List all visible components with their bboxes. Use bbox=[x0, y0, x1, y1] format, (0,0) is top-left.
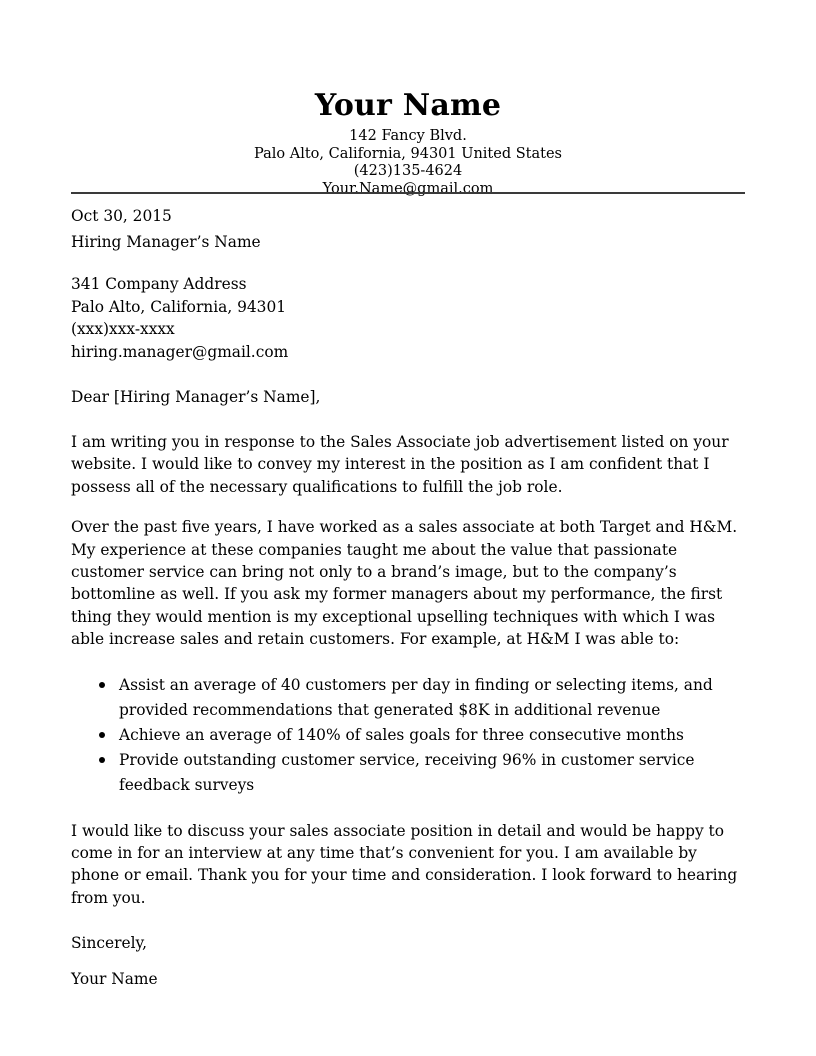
spacer bbox=[71, 409, 747, 431]
spacer bbox=[71, 255, 747, 273]
recipient-phone: (xxx)xxx-xxxx bbox=[71, 320, 175, 338]
applicant-name: Your Name bbox=[314, 88, 502, 123]
achievements-list bbox=[71, 673, 747, 798]
letterhead-email: Your.Name@gmail.com bbox=[322, 180, 494, 197]
recipient-street: 341 Company Address bbox=[71, 275, 247, 293]
spacer bbox=[71, 909, 747, 931]
letter-body bbox=[71, 203, 747, 992]
list-item-text: Achieve an average of 140% of sales goals for three consecutive months bbox=[119, 725, 684, 744]
list-item bbox=[71, 748, 747, 798]
letter-date: Oct 30, 2015 bbox=[71, 207, 172, 225]
list-item bbox=[71, 673, 747, 723]
body-paragraph-2: Over the past five years, I have worked as a sales associate at both Target and H&M. My experience at these companies taught me about the value that passionate customer service can bring not only to a brand’s image, but to the company’s bottomline as well. If you ask my former managers about my performance, the first thing they would mention is my exceptional upselling techniques with which I was able increase sales and retain customers. For example, at H&M I was able to: bbox=[71, 518, 738, 649]
salutation: Dear [Hiring Manager’s Name], bbox=[71, 388, 321, 406]
bullet-icon bbox=[99, 682, 105, 688]
recipient-city-state-zip: Palo Alto, California, 94301 bbox=[71, 297, 287, 316]
spacer bbox=[71, 798, 747, 820]
spacer bbox=[71, 956, 747, 967]
spacer bbox=[71, 363, 747, 385]
recipient-email: hiring.manager@gmail.com bbox=[71, 342, 289, 361]
header-divider bbox=[71, 192, 745, 194]
letterhead bbox=[71, 88, 745, 198]
list-item bbox=[71, 723, 747, 748]
recipient-name: Hiring Manager’s Name bbox=[71, 233, 261, 251]
recipient-address-block bbox=[71, 273, 747, 363]
spacer bbox=[71, 498, 747, 516]
list-item-text: Assist an average of 40 customers per day in finding or selecting items, and provided recommendations that generated $8K in additional revenue bbox=[119, 675, 713, 719]
letterhead-city-state-zip: Palo Alto, California, 94301 United States bbox=[254, 145, 562, 162]
letterhead-phone: (423)135-4624 bbox=[353, 163, 463, 179]
bullet-icon bbox=[99, 757, 105, 763]
spacer bbox=[71, 651, 747, 673]
closing-paragraph: I would like to discuss your sales associate position in detail and would be happy to come in for an interview at any time that’s convenient for you. I am available by phone or email. Thank you for your time and consideration. I look forward to hearing from you. bbox=[71, 821, 738, 907]
signoff-closing: Sincerely, bbox=[71, 934, 148, 953]
letter-meta bbox=[71, 203, 747, 255]
body-paragraph-1: I am writing you in response to the Sales Associate job advertisement listed on your website. I would like to convey my interest in the position as I am confident that I possess all of the necessary qualifications to fulfill the job role. bbox=[71, 433, 729, 496]
signoff-name: Your Name bbox=[71, 970, 158, 989]
letterhead-street: 142 Fancy Blvd. bbox=[349, 128, 467, 144]
bullet-icon bbox=[99, 732, 105, 738]
list-item-text: Provide outstanding customer service, receiving 96% in customer service feedback surveys bbox=[119, 750, 695, 794]
